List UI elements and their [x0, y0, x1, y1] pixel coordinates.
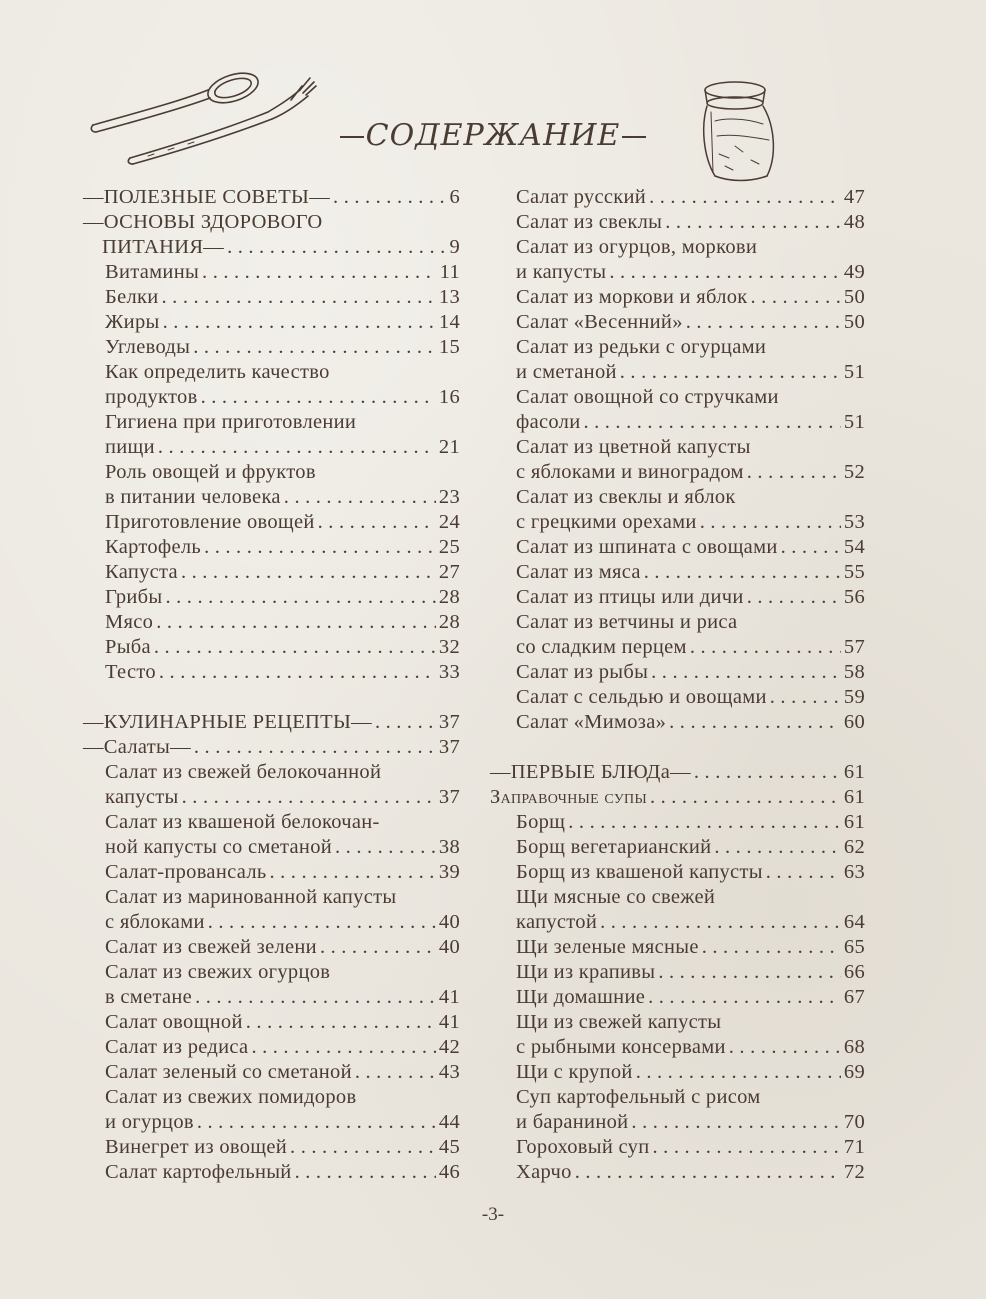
toc-left-column	[83, 185, 460, 1185]
toc-entry	[490, 510, 865, 535]
toc-entry-title: Мясо	[105, 611, 154, 633]
toc-section-heading	[490, 760, 865, 785]
toc-page-number: 25	[438, 536, 460, 558]
toc-entry-title: фасоли	[516, 411, 581, 433]
toc-dot-leader	[290, 1135, 436, 1160]
toc-entry-title: Тесто	[105, 661, 156, 683]
toc-page-number: 37	[438, 786, 460, 808]
toc-entry	[490, 410, 865, 435]
toc-entry	[490, 235, 865, 260]
toc-entry	[490, 485, 865, 510]
toc-entry-title: Салат из маринованной капусты	[105, 886, 397, 908]
toc-dot-leader	[650, 785, 841, 810]
toc-section-heading	[83, 210, 460, 235]
toc-entry-title: Витамины	[105, 261, 200, 283]
toc-page-number: 70	[843, 1111, 865, 1133]
toc-entry-title: пищи	[105, 436, 155, 458]
toc-entry-title: Борщ из квашеной капусты	[516, 861, 763, 883]
toc-page-number: 23	[438, 486, 460, 508]
toc-entry-title: Салат из квашеной белокочан-	[105, 811, 380, 833]
toc-entry-title: Щи с крупой	[516, 1061, 633, 1083]
toc-dot-leader	[208, 910, 436, 935]
toc-dot-leader	[644, 560, 841, 585]
toc-entry	[490, 560, 865, 585]
toc-page-number: 46	[438, 1161, 460, 1183]
toc-entry-title: Борщ вегетарианский	[516, 836, 712, 858]
toc-entry-title: Салат «Весенний»	[516, 311, 683, 333]
toc-page-number: 65	[843, 936, 865, 958]
toc-page-number: 37	[438, 711, 460, 733]
toc-dot-leader	[766, 860, 841, 885]
title-right-dash	[622, 136, 646, 138]
toc-dot-leader	[355, 1060, 436, 1085]
toc-entry	[83, 560, 460, 585]
toc-entry	[490, 885, 865, 910]
toc-page-number: 21	[438, 436, 460, 458]
toc-spacer	[83, 685, 460, 710]
toc-dot-leader	[714, 835, 841, 860]
toc-dot-leader	[158, 435, 436, 460]
toc-entry	[83, 460, 460, 485]
toc-dot-leader	[251, 1035, 435, 1060]
title-left-dash	[340, 136, 364, 138]
toc-entry-title: —КУЛИНАРНЫЕ РЕЦЕПТЫ—	[83, 711, 372, 733]
toc-entry-title: Салат из свеклы	[516, 211, 663, 233]
toc-page-number: 53	[843, 511, 865, 533]
toc-page-number: 16	[438, 386, 460, 408]
toc-page-number: 62	[843, 836, 865, 858]
toc-dot-leader	[690, 635, 841, 660]
toc-entry-title: Щи из свежей капусты	[516, 1011, 722, 1033]
toc-entry	[83, 935, 460, 960]
toc-entry-title: Приготовление овощей	[105, 511, 315, 533]
toc-entry	[490, 460, 865, 485]
toc-page-number: 59	[843, 686, 865, 708]
jar-icon	[695, 76, 790, 186]
toc-dot-leader	[648, 985, 841, 1010]
toc-dot-leader	[770, 685, 841, 710]
toc-entry-title: Салат овощной	[105, 1011, 243, 1033]
toc-entry	[490, 1135, 865, 1160]
toc-entry	[83, 760, 460, 785]
toc-spacer	[490, 735, 865, 760]
toc-section-heading	[490, 785, 865, 810]
toc-dot-leader	[747, 585, 841, 610]
toc-entry	[490, 985, 865, 1010]
toc-page-number: 41	[438, 1011, 460, 1033]
toc-page-number: 68	[843, 1036, 865, 1058]
toc-entry	[83, 510, 460, 535]
toc-dot-leader	[694, 760, 841, 785]
toc-entry	[83, 1160, 460, 1185]
toc-page-number: 57	[843, 636, 865, 658]
toc-dot-leader	[201, 385, 436, 410]
toc-page-number: 61	[843, 811, 865, 833]
toc-entry-title: Щи мясные со свежей	[516, 886, 716, 908]
toc-entry-title: продуктов	[105, 386, 198, 408]
toc-entry	[490, 1110, 865, 1135]
toc-section-heading	[83, 710, 460, 735]
toc-entry	[83, 485, 460, 510]
toc-page-number: 14	[438, 311, 460, 333]
toc-dot-leader	[159, 660, 436, 685]
toc-entry-title: Салат из свежей белокочанной	[105, 761, 382, 783]
toc-dot-leader	[246, 1010, 436, 1035]
toc-entry	[83, 1110, 460, 1135]
toc-page-number: 61	[843, 761, 865, 783]
toc-entry-title: Заправочные супы	[490, 786, 647, 808]
toc-entry-title: Винегрет из овощей	[105, 1136, 288, 1158]
toc-dot-leader	[166, 585, 436, 610]
spoon-fork-icon	[88, 60, 318, 170]
toc-page-number: 71	[843, 1136, 865, 1158]
toc-dot-leader	[156, 610, 436, 635]
toc-entry	[83, 660, 460, 685]
toc-entry	[490, 960, 865, 985]
toc-page-number: 63	[843, 861, 865, 883]
toc-entry-title: Гигиена при приготовлении	[105, 411, 357, 433]
toc-entry-title: с рыбными консервами	[516, 1036, 726, 1058]
toc-entry-title: Салат из моркови и яблок	[516, 286, 748, 308]
toc-entry	[83, 960, 460, 985]
toc-entry-title: —Салаты—	[83, 736, 191, 758]
toc-section-heading	[83, 735, 460, 760]
toc-entry-title: Салат из цветной капусты	[516, 436, 751, 458]
toc-dot-leader	[318, 510, 436, 535]
toc-entry	[490, 1035, 865, 1060]
toc-entry-title: Салат из редьки с огурцами	[516, 336, 767, 358]
toc-dot-leader	[204, 535, 436, 560]
toc-page-number: 28	[438, 586, 460, 608]
toc-dot-leader	[568, 810, 841, 835]
toc-dot-leader	[649, 185, 841, 210]
toc-entry-title: Салат из птицы или дичи	[516, 586, 744, 608]
toc-section-heading	[83, 185, 460, 210]
toc-dot-leader	[270, 860, 436, 885]
toc-dot-leader	[202, 260, 437, 285]
toc-dot-leader	[751, 285, 841, 310]
toc-entry	[490, 185, 865, 210]
toc-page-number: 27	[438, 561, 460, 583]
toc-entry-title: —ПЕРВЫЕ БЛЮДа—	[490, 761, 691, 783]
toc-page-number: 41	[438, 986, 460, 1008]
toc-entry	[490, 685, 865, 710]
toc-entry-title: Салат из редиса	[105, 1036, 249, 1058]
page-title	[0, 118, 986, 153]
toc-page-number: 43	[438, 1061, 460, 1083]
toc-entry	[83, 310, 460, 335]
toc-entry-title: и огурцов	[105, 1111, 194, 1133]
toc-entry-title: и сметаной	[516, 361, 617, 383]
toc-entry-title: Гороховый суп	[516, 1136, 650, 1158]
toc-page-number: 45	[438, 1136, 460, 1158]
toc-entry	[490, 1085, 865, 1110]
toc-page-number: 13	[438, 286, 460, 308]
toc-entry-title: Салат русский	[516, 186, 647, 208]
toc-page-number: 60	[843, 711, 865, 733]
toc-page-number: 6	[449, 186, 460, 208]
toc-dot-leader	[609, 260, 841, 285]
toc-entry	[490, 360, 865, 385]
toc-entry-title: Салат «Мимоза»	[516, 711, 667, 733]
toc-dot-leader	[651, 660, 841, 685]
toc-entry	[490, 535, 865, 560]
toc-entry	[83, 410, 460, 435]
title-text: СОДЕРЖАНИЕ	[365, 118, 621, 153]
toc-entry-title: и капусты	[516, 261, 607, 283]
toc-entry-title: Салат зеленый со сметаной	[105, 1061, 352, 1083]
toc-entry-title: Салат-провансаль	[105, 861, 267, 883]
toc-dot-leader	[197, 1110, 436, 1135]
toc-entry-title: Белки	[105, 286, 159, 308]
toc-entry-title: Салат из свежих огурцов	[105, 961, 331, 983]
toc-dot-leader	[333, 185, 446, 210]
toc-entry	[83, 260, 460, 285]
toc-entry-title: с яблоками	[105, 911, 205, 933]
toc-page-number: 11	[439, 261, 460, 283]
toc-page-number: 49	[843, 261, 865, 283]
toc-entry-title: Салат из рыбы	[516, 661, 649, 683]
toc-page-number: 50	[843, 311, 865, 333]
toc-entry	[490, 335, 865, 360]
toc-entry	[83, 385, 460, 410]
toc-entry	[83, 1010, 460, 1035]
toc-entry-title: —ПОЛЕЗНЫЕ СОВЕТЫ—	[83, 186, 331, 208]
toc-entry-title: Салат картофельный	[105, 1161, 292, 1183]
toc-entry	[490, 260, 865, 285]
toc-entry-title: Харчо	[516, 1161, 572, 1183]
toc-dot-leader	[600, 910, 841, 935]
toc-entry-title: —ОСНОВЫ ЗДОРОВОГО	[83, 211, 323, 233]
toc-page-number: 44	[438, 1111, 460, 1133]
toc-entry-title: капустой	[516, 911, 598, 933]
toc-entry	[490, 610, 865, 635]
toc-page-number: 33	[438, 661, 460, 683]
toc-entry	[490, 635, 865, 660]
toc-entry	[83, 1135, 460, 1160]
toc-page-number: 40	[438, 911, 460, 933]
toc-entry-title: Суп картофельный с рисом	[516, 1086, 761, 1108]
toc-entry-title: капусты	[105, 786, 179, 808]
toc-page-number: 50	[843, 286, 865, 308]
toc-entry	[490, 310, 865, 335]
toc-entry	[83, 635, 460, 660]
toc-entry	[83, 835, 460, 860]
toc-page-number: 38	[438, 836, 460, 858]
toc-entry	[490, 860, 865, 885]
toc-entry-title: и бараниной	[516, 1111, 629, 1133]
toc-entry	[490, 1010, 865, 1035]
toc-dot-leader	[620, 360, 841, 385]
toc-entry-title: Щи из крапивы	[516, 961, 656, 983]
toc-dot-leader	[182, 785, 436, 810]
toc-entry	[83, 810, 460, 835]
toc-dot-leader	[320, 935, 436, 960]
page-number: -3-	[481, 1204, 505, 1225]
toc-entry	[490, 385, 865, 410]
toc-entry-title: Салат из свежих помидоров	[105, 1086, 357, 1108]
toc-entry	[83, 335, 460, 360]
toc-page-number: 64	[843, 911, 865, 933]
toc-dot-leader	[162, 285, 436, 310]
toc-entry	[490, 1060, 865, 1085]
toc-page-number: 51	[843, 411, 865, 433]
toc-entry	[490, 585, 865, 610]
toc-dot-leader	[375, 710, 436, 735]
toc-entry	[490, 935, 865, 960]
toc-dot-leader	[195, 985, 436, 1010]
toc-dot-leader	[335, 835, 436, 860]
toc-page-number: 61	[843, 786, 865, 808]
toc-entry-title: в сметане	[105, 986, 193, 1008]
toc-entry-title: Борщ	[516, 811, 566, 833]
toc-dot-leader	[193, 335, 436, 360]
toc-entry-title: ПИТАНИЯ—	[102, 236, 225, 258]
toc-entry-title: Салат из огурцов, моркови	[516, 236, 758, 258]
toc-entry-title: в питании человека	[105, 486, 281, 508]
toc-dot-leader	[702, 935, 841, 960]
toc-entry-title: со сладким перцем	[516, 636, 687, 658]
toc-dot-leader	[583, 410, 840, 435]
toc-dot-leader	[181, 560, 436, 585]
toc-entry	[83, 435, 460, 460]
toc-page-number: 15	[438, 336, 460, 358]
toc-dot-leader	[194, 735, 436, 760]
toc-entry-title: Щи домашние	[516, 986, 646, 1008]
toc-entry	[83, 585, 460, 610]
toc-entry-title: Салат из мяса	[516, 561, 641, 583]
toc-page-number: 48	[843, 211, 865, 233]
toc-dot-leader	[658, 960, 841, 985]
toc-page-number: 72	[843, 1161, 865, 1183]
toc-entry-title: Грибы	[105, 586, 163, 608]
toc-entry-title: Щи зеленые мясные	[516, 936, 699, 958]
toc-entry	[83, 1035, 460, 1060]
toc-entry-title: Как определить качество	[105, 361, 330, 383]
toc-entry	[83, 985, 460, 1010]
toc-entry	[490, 810, 865, 835]
toc-entry	[83, 610, 460, 635]
toc-entry	[83, 885, 460, 910]
toc-page-number: 58	[843, 661, 865, 683]
toc-entry	[83, 785, 460, 810]
toc-entry-title: Картофель	[105, 536, 202, 558]
toc-dot-leader	[227, 235, 446, 260]
toc-entry	[490, 660, 865, 685]
toc-page-number: 55	[843, 561, 865, 583]
toc-entry	[83, 235, 460, 260]
toc-entry-title: Салат из ветчины и риса	[516, 611, 738, 633]
toc-dot-leader	[636, 1060, 841, 1085]
toc-page-number: 47	[843, 186, 865, 208]
toc-dot-leader	[295, 1160, 436, 1185]
toc-dot-leader	[747, 460, 841, 485]
toc-page-number: 67	[843, 986, 865, 1008]
toc-entry-title: Углеводы	[105, 336, 191, 358]
toc-page-number: 56	[843, 586, 865, 608]
toc-entry	[83, 1085, 460, 1110]
toc-page-number: 54	[843, 536, 865, 558]
toc-entry-title: Роль овощей и фруктов	[105, 461, 316, 483]
toc-dot-leader	[686, 310, 841, 335]
toc-entry	[83, 360, 460, 385]
toc-page-number: 28	[438, 611, 460, 633]
toc-dot-leader	[163, 310, 436, 335]
toc-page-number: 69	[843, 1061, 865, 1083]
toc-entry	[83, 1060, 460, 1085]
toc-entry-title: Капуста	[105, 561, 178, 583]
toc-dot-leader	[669, 710, 841, 735]
toc-dot-leader	[729, 1035, 841, 1060]
toc-entry-title: ной капусты со сметаной	[105, 836, 333, 858]
toc-page-number: 52	[843, 461, 865, 483]
toc-entry	[83, 285, 460, 310]
toc-entry	[490, 835, 865, 860]
toc-entry-title: Салат овощной со стручками	[516, 386, 779, 408]
toc-page-number: 9	[449, 236, 460, 258]
toc-entry	[490, 285, 865, 310]
toc-page-number: 32	[438, 636, 460, 658]
toc-page-number: 37	[438, 736, 460, 758]
toc-entry	[490, 435, 865, 460]
toc-dot-leader	[154, 635, 436, 660]
toc-entry-title: с грецкими орехами	[516, 511, 697, 533]
toc-dot-leader	[284, 485, 436, 510]
toc-page-number: 66	[843, 961, 865, 983]
toc-entry	[83, 910, 460, 935]
toc-dot-leader	[653, 1135, 841, 1160]
toc-dot-leader	[631, 1110, 840, 1135]
toc-entry-title: Рыба	[105, 636, 151, 658]
toc-page-number: 51	[843, 361, 865, 383]
toc-dot-leader	[665, 210, 841, 235]
toc-entry-title: Салат из свежей зелени	[105, 936, 317, 958]
toc-entry-title: Салат с сельдью и овощами	[516, 686, 767, 708]
toc-entry-title: Салат из свеклы и яблок	[516, 486, 736, 508]
toc-dot-leader	[700, 510, 841, 535]
toc-entry	[83, 535, 460, 560]
toc-entry	[490, 210, 865, 235]
toc-dot-leader	[781, 535, 841, 560]
toc-entry-title: с яблоками и виноградом	[516, 461, 744, 483]
toc-page-number: 42	[438, 1036, 460, 1058]
toc-entry	[490, 910, 865, 935]
toc-page-number: 40	[438, 936, 460, 958]
toc-entry-title: Салат из шпината с овощами	[516, 536, 778, 558]
toc-page-number: 39	[438, 861, 460, 883]
toc-entry	[83, 860, 460, 885]
toc-entry	[490, 1160, 865, 1185]
toc-right-column	[490, 185, 865, 1185]
toc-entry	[490, 710, 865, 735]
toc-dot-leader	[575, 1160, 841, 1185]
toc-entry-title: Жиры	[105, 311, 160, 333]
toc-page-number: 24	[438, 511, 460, 533]
